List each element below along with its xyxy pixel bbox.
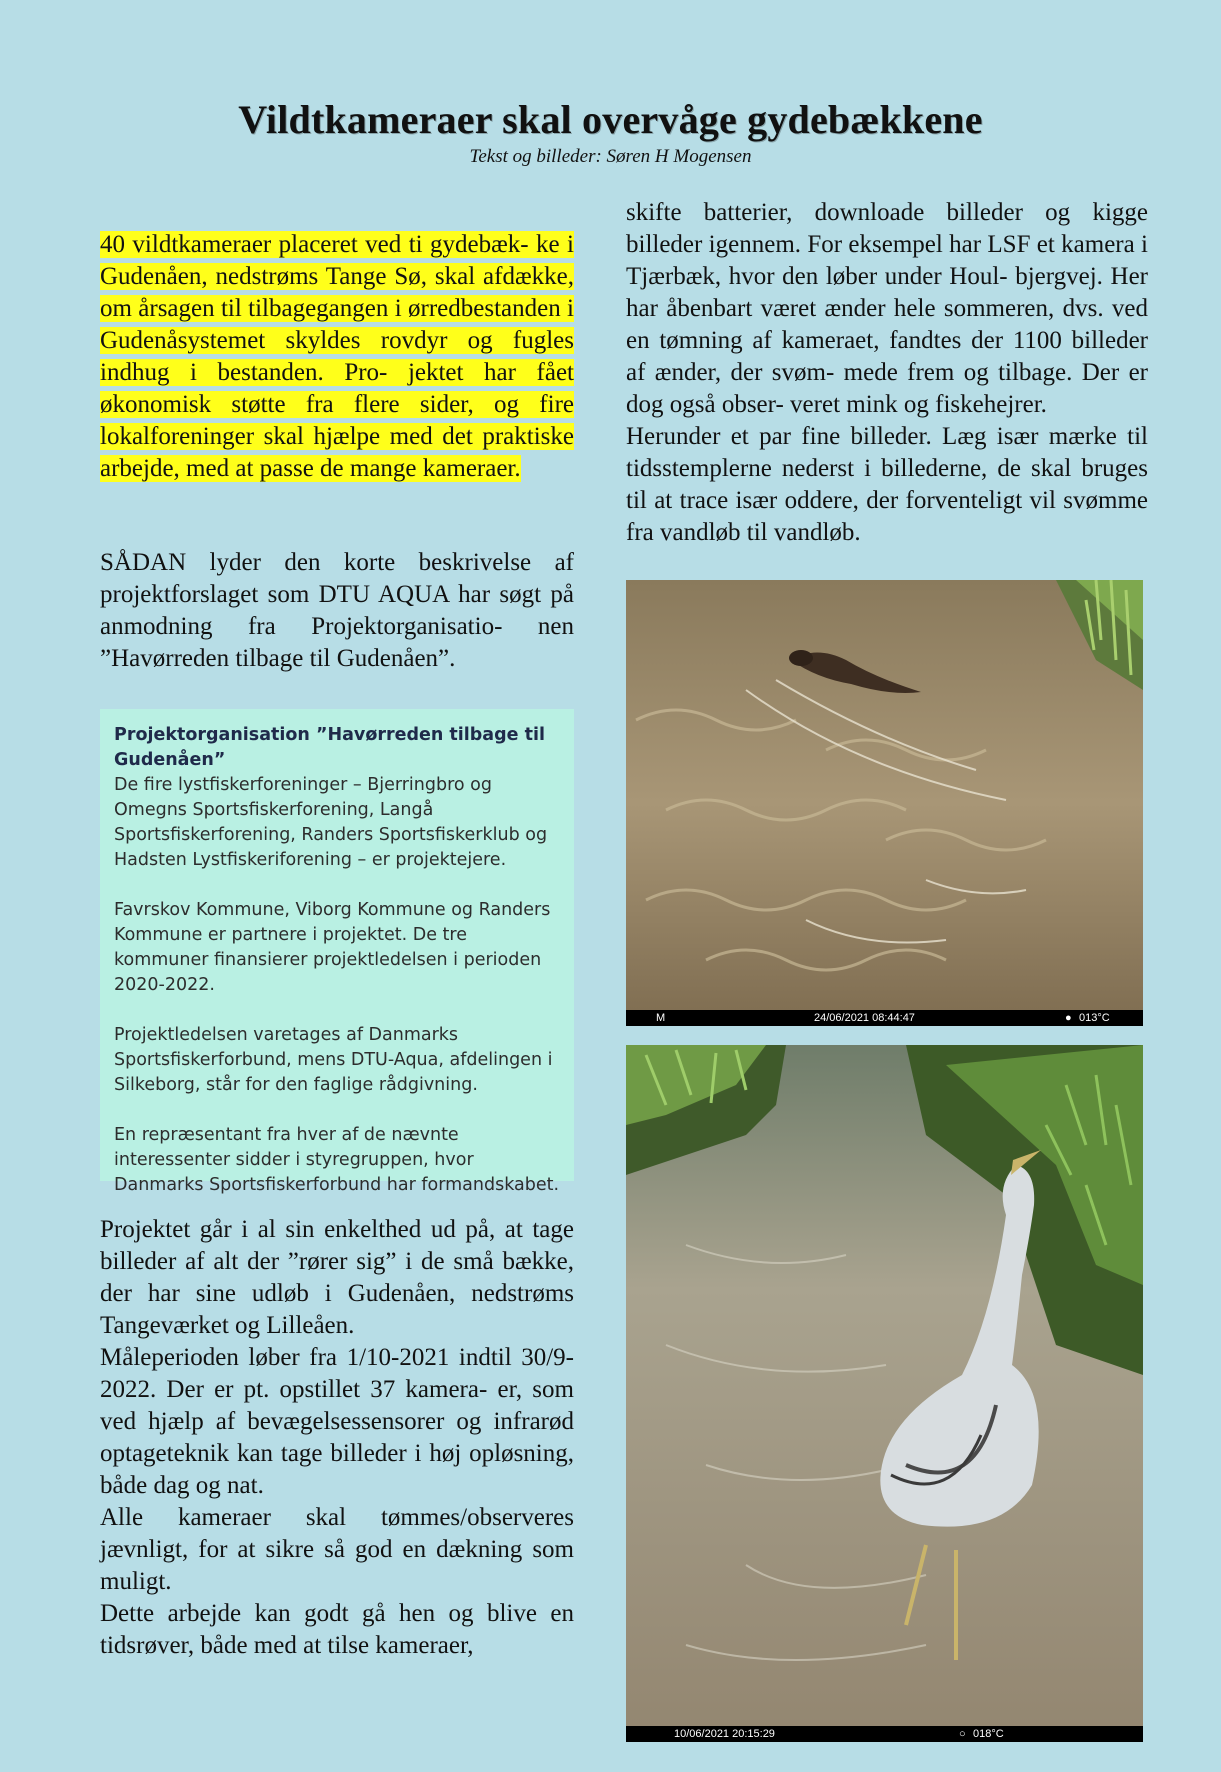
wildlife-camera-photo-heron — [626, 1045, 1143, 1742]
body-paragraph: Herunder et par fine billeder. Læg især mærke til tidsstemplerne nederst i billederne, de skal bruges til at trace især oddere, der forventeligt vil svømme fra vandløb til vandløb. — [626, 423, 1148, 546]
stream-photo-illustration — [626, 580, 1143, 1026]
body-left-column — [100, 1214, 574, 1662]
camera-mode: M — [656, 1012, 666, 1024]
infobox-title: Projektorganisation ”Havørreden tilbage til Gudenåen” — [114, 725, 545, 770]
temperature: 013°C — [1079, 1012, 1110, 1024]
body-paragraph: Måleperioden løber fra 1/10-2021 indtil 30/9-2022. Der er pt. opstillet 37 kamera- er, som ved hjælp af bevægelsessensorer og infrarød optageteknik kan tage billeder i høj opløsning, både dag og nat. — [100, 1344, 574, 1499]
temperature: 018°C — [973, 1728, 1004, 1740]
project-info-box — [100, 709, 574, 1195]
timestamp: 24/06/2021 08:44:47 — [814, 1012, 915, 1024]
wildlife-camera-photo-otter — [626, 580, 1143, 1026]
timestamp: 10/06/2021 20:15:29 — [674, 1728, 775, 1740]
description-paragraph: SÅDAN lyder den korte beskrivelse af projektforslaget som DTU AQUA har søgt på anmodning fra Projektorganisatio- nen ”Havørreden tilbage til Gudenåen”. — [100, 549, 574, 672]
infobox-paragraph: Projektledelsen varetages af Danmarks Sportsfiskerforbund, mens DTU-Aqua, afdelingen i Silkeborg, står for den faglige rådgivning. — [114, 1025, 553, 1095]
article-title: Vildtkameraer skal overvåge gydebækkene — [238, 97, 983, 142]
infobox-paragraph: Favrskov Kommune, Viborg Kommune og Randers Kommune er partnere i projektet. De tre kommuner finansierer projektledelsen i perioden 2020-2022. — [114, 900, 551, 995]
heron-photo-illustration — [626, 1045, 1143, 1742]
body-paragraph: Projektet går i al sin enkelthed ud på, at tage billeder af alt der ”rører sig” i de små bække, der har sine udløb i Gudenåen, nedstrøms Tangeværket og Lilleåen. — [100, 1216, 574, 1339]
body-paragraph: skifte batterier, downloade billeder og kigge billeder igennem. For eksempel har LSF et kamera i Tjærbæk, hvor den løber under Houl- bjergvej. Her har åbenbart været ænder hele sommeren, dvs. ved en tømning af kameraet, fandtes der 1100 billeder af ænder, der svøm- mede frem og tilbage. Der er dog også obser- veret mink og fiskehejrer. — [626, 199, 1148, 418]
byline: Tekst og billeder: Søren H Mogensen — [469, 146, 752, 167]
body-right-column — [626, 197, 1148, 549]
lead-highlight: 40 vildtkameraer placeret ved ti gydebæk- ke i Gudenåen, nedstrøms Tange Sø, skal afdække, om årsagen til tilbagegangen i ørredbestanden i Gudenåsystemet skyldes rovdyr og fugles indhug i bestanden. Pro- jektet har fået økonomisk støtte fra flere sider, og fire lokalforeninger skal hjælpe med det praktiske arbejde, med at passe de mange kameraer. — [100, 231, 574, 482]
infobox-paragraph: De fire lystfiskerforeninger – Bjerringbro og Omegns Sportsfiskerforening, Langå Sportsfiskerforening, Randers Sportsfiskerklub og Hadsten Lystfiskeriforening – er projektejere. — [114, 775, 548, 870]
lead-paragraph — [100, 229, 574, 485]
full-moon-icon: ● — [1065, 1012, 1072, 1024]
body-paragraph: Alle kameraer skal tømmes/observeres jævnligt, for at sikre så god en dækning som muligt. — [100, 1504, 574, 1595]
infobox-paragraph: En repræsentant fra hver af de nævnte interessenter sidder i styregruppen, hvor Danmarks Sportsfiskerforbund har formandskabet. — [114, 1125, 560, 1195]
photo-timestamp-bar — [626, 1010, 1143, 1026]
photo-timestamp-bar — [626, 1726, 1143, 1742]
new-moon-icon: ○ — [959, 1728, 966, 1740]
body-paragraph: Dette arbejde kan godt gå hen og blive en tidsrøver, både med at tilse kameraer, — [100, 1600, 574, 1659]
